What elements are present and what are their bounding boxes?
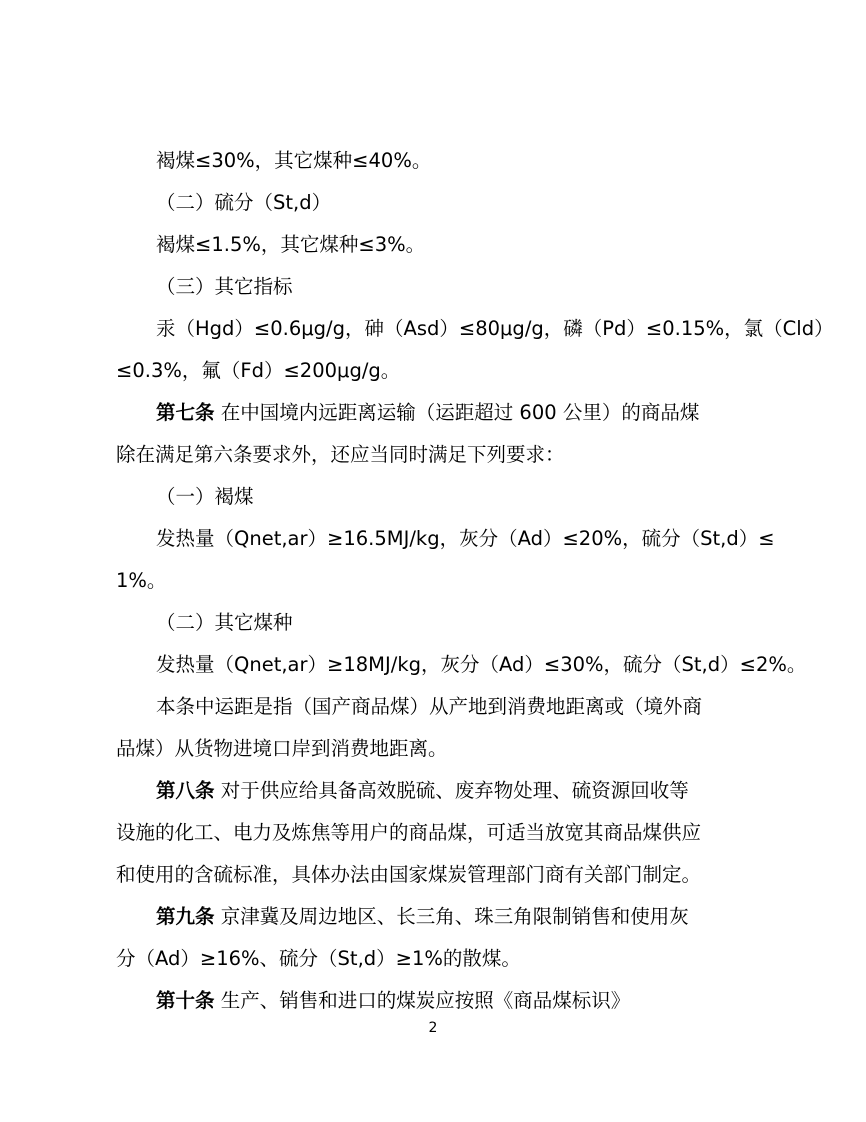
- section-heading: （三）其它指标: [156, 275, 293, 298]
- article-7-heading: 第七条: [156, 401, 215, 424]
- page-number: 2: [428, 1020, 438, 1036]
- article-10-heading: 第十条: [156, 989, 215, 1012]
- article-9-paragraph: [156, 904, 754, 930]
- text-line: 品煤）从货物进境口岸到消费地距离。: [116, 737, 448, 760]
- article-8-heading: 第八条: [156, 779, 215, 802]
- text-line: 褐煤≤30%，其它煤种≤40%。: [156, 149, 432, 172]
- section-heading: （二）其它煤种: [156, 611, 293, 634]
- article-10-paragraph: [156, 988, 754, 1014]
- article-9-heading: 第九条: [156, 905, 215, 928]
- article-8-paragraph: [156, 778, 754, 804]
- text-line: 分（Ad）≥16%、硫分（St,d）≥1%的散煤。: [116, 947, 521, 970]
- text-line: 京津冀及周边地区、长三角、珠三角限制销售和使用灰: [220, 905, 689, 928]
- text-line: 发热量（Qnet,ar）≥18MJ/kg，灰分（Ad）≤30%，硫分（St,d）≤2%。: [156, 653, 807, 676]
- text-line: 1%。: [116, 569, 167, 592]
- text-line: 对于供应给具备高效脱硫、废弃物处理、硫资源回收等: [220, 779, 689, 802]
- section-heading: （二）硫分（St,d）: [156, 191, 332, 214]
- text-line: 发热量（Qnet,ar）≥16.5MJ/kg，灰分（Ad）≤20%，硫分（St,d）≤: [156, 527, 775, 550]
- text-line: 褐煤≤1.5%，其它煤种≤3%。: [156, 233, 426, 256]
- section-heading: （一）褐煤: [156, 485, 254, 508]
- article-7-paragraph: [156, 400, 754, 426]
- text-line: 除在满足第六条要求外，还应当同时满足下列要求：: [116, 443, 565, 466]
- text-line: ≤0.3%，氟（Fd）≤200μg/g。: [116, 359, 401, 382]
- text-line: 本条中运距是指（国产商品煤）从产地到消费地距离或（境外商: [156, 695, 703, 718]
- text-line: 在中国境内远距离运输（运距超过 600 公里）的商品煤: [220, 401, 700, 424]
- text-line: 设施的化工、电力及炼焦等用户的商品煤，可适当放宽其商品煤供应: [116, 821, 702, 844]
- text-line: 生产、销售和进口的煤炭应按照《商品煤标识》: [220, 989, 631, 1012]
- text-line: 汞（Hgd）≤0.6μg/g，砷（Asd）≤80μg/g，磷（Pd）≤0.15%，氯（Cld）: [156, 317, 834, 340]
- text-line: 和使用的含硫标准，具体办法由国家煤炭管理部门商有关部门制定。: [116, 863, 702, 886]
